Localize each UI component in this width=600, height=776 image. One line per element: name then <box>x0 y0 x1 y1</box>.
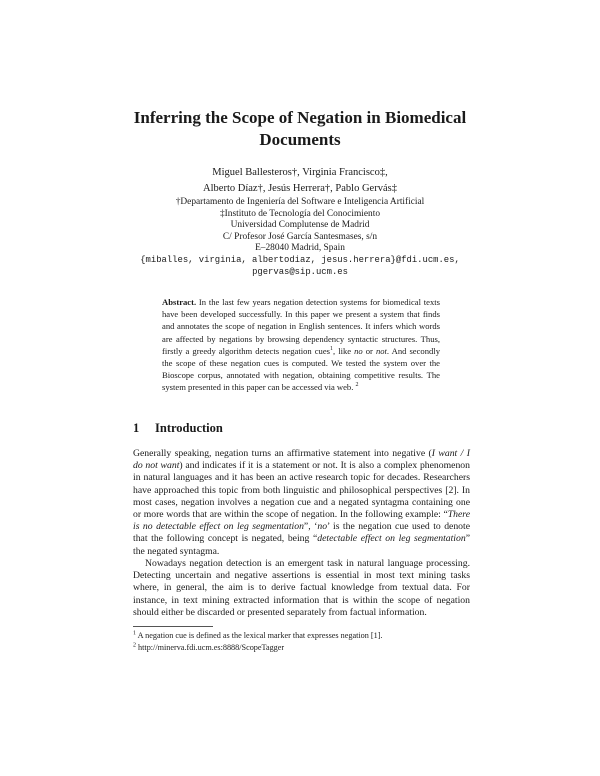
footnote-link[interactable]: http://minerva.fdi.ucm.es:8888/ScopeTagger <box>138 643 285 652</box>
section-number: 1 <box>133 421 140 435</box>
affiliation-line: †Departamento de Ingeniería del Software e Inteligencia Artificial <box>175 197 425 207</box>
affiliation-line: E–28040 Madrid, Spain <box>255 243 345 254</box>
footnote-text: A negation cue is defined as the lexical marker that expresses negation [1]. <box>137 631 383 640</box>
title-line-2: Documents <box>259 130 341 149</box>
footnote-mark: 2 <box>355 382 359 389</box>
example-text: I want / I do not want <box>133 448 470 472</box>
paragraph-text: Generally speaking, negation turns an affirmative statement into negative ( <box>133 448 432 459</box>
footnote-1 <box>133 630 470 641</box>
example-text: no <box>317 521 328 533</box>
abstract-text: . And secondly the scope of these negation cues is computed. We tested the system over the Bioscope corpus, annotated with negation, obtaining competitive results. The system presented in this paper can be accessed via web. <box>162 345 440 393</box>
author-list <box>100 165 500 197</box>
footnote-mark: 1 <box>133 630 136 637</box>
section-heading <box>133 420 223 436</box>
paragraph-text: ” the negated syntagma. <box>133 533 471 557</box>
email-line-2: pgervas@sip.ucm.es <box>252 266 348 277</box>
abstract <box>162 296 440 394</box>
abstract-heading: Abstract. <box>162 297 197 307</box>
section-title: Introduction <box>155 421 223 435</box>
paragraph-1 <box>133 448 470 558</box>
affiliation-line: C/ Profesor José García Santesmases, s/n <box>222 231 378 242</box>
paragraph-text: ’ is the negation cue used to denote that the following concept is negated, being “ <box>133 521 471 545</box>
paragraph-text: ) and indicates if it is a statement or not. It is also a complex phenomenon in natural languages and it has been an active research topic for decades. Researchers have approached this topic from both linguistic and philosophical perspectives [2]. In most cases, negation involves a negation cue and a negated syntagma containing one or more words that are within the scope of negation. In the following example: “ <box>133 460 470 521</box>
footnote-divider <box>133 626 213 627</box>
abstract-word-no: no <box>354 345 363 356</box>
affiliation-line: ‡Instituto de Tecnología del Conocimiento <box>219 208 381 219</box>
abstract-word-not: not <box>375 345 387 356</box>
abstract-text: , like <box>333 345 352 356</box>
affiliations <box>100 197 500 278</box>
affiliation-line: Universidad Complutense de Madrid <box>230 220 370 231</box>
paragraph-2: Nowadays negation detection is an emergent task in natural language processing. Detecting uncertain and negative assertions is essential in most text mining tasks where, in general, the aim is to derive factual knowledge from textual data. For instance, in text mining extracted information that is within the scope of negation should either be discarded or presented separately from factual information. <box>133 558 470 618</box>
authors-line-2: Alberto Díaz†, Jesús Herrera†, Pablo Gervás‡ <box>203 183 397 194</box>
footnote-mark: 2 <box>133 642 136 649</box>
abstract-text: or <box>365 345 373 356</box>
footnote-mark: 1 <box>330 345 334 352</box>
paper-title <box>100 107 500 151</box>
footnote-2 <box>133 642 470 653</box>
abstract-text: In the last few years negation detection systems for biomedical texts have been developed successfully. In this paper we present a system that finds and annotates the scope of negation in English sentences. It infers which words are affected by negations by browsing dependency syntactic structures. Thus, firstly a greedy algorithm detects negation cues <box>162 297 440 356</box>
example-text: detectable effect on leg segmentation <box>317 533 466 545</box>
example-text: There is no detectable effect on leg segmentation <box>133 509 470 533</box>
email-line-1: {miballes, virginia, albertodiaz, jesus.herrera}@fdi.ucm.es, <box>140 254 460 265</box>
paragraph-text: ”, ‘ <box>303 521 318 533</box>
authors-line-1: Miguel Ballesteros†, Virginia Francisco‡, <box>212 167 388 178</box>
title-line-1: Inferring the Scope of Negation in Biomedical <box>133 108 467 127</box>
